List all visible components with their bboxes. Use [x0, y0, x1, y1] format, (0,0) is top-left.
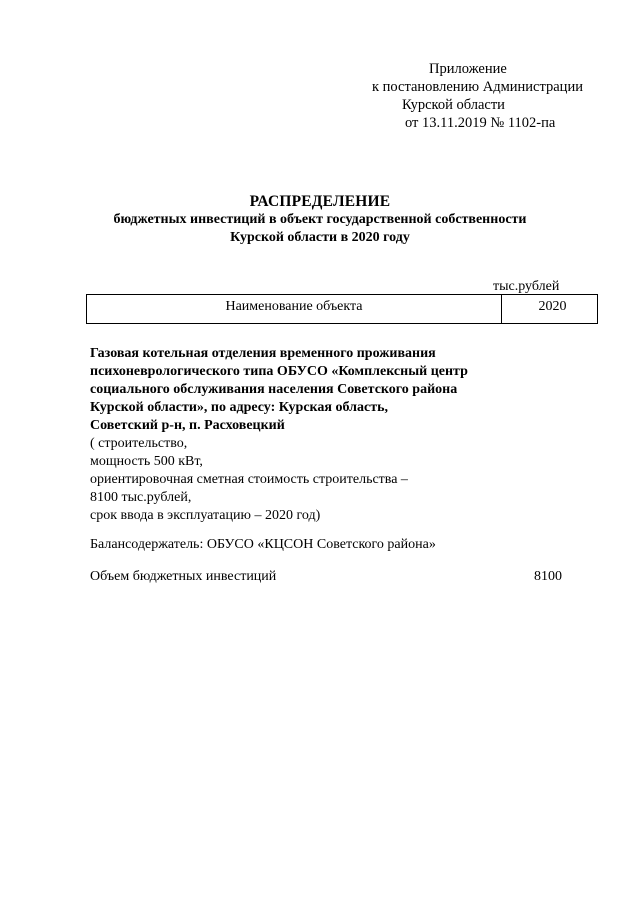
attachment-region: Курской области [402, 97, 505, 113]
title-subtitle-2: Курской области в 2020 году [230, 230, 410, 245]
balance-holder: Балансодержатель: ОБУСО «КЦСОН Советского района» [90, 537, 436, 552]
object-line: социального обслуживания населения Советского района [90, 382, 458, 397]
header-table [86, 294, 598, 324]
title-heading: РАСПРЕДЕЛЕНИЕ [249, 193, 391, 210]
investment-volume-label: Объем бюджетных инвестиций [90, 569, 277, 584]
table-unit: тыс.рублей [493, 279, 560, 294]
object-detail-line: срок ввода в эксплуатацию – 2020 год) [90, 508, 321, 523]
investment-volume-value: 8100 [534, 569, 562, 584]
object-line: Газовая котельная отделения временного проживания [90, 346, 436, 361]
attachment-date-number: от 13.11.2019 № 1102-па [405, 115, 556, 131]
object-detail-line: ориентировочная сметная стоимость строительства – [90, 472, 408, 487]
object-detail-line: мощность 500 кВт, [90, 454, 203, 469]
object-detail-line: ( строительство, [90, 436, 188, 451]
object-detail-line: 8100 тыс.рублей, [90, 490, 192, 505]
title-subtitle-1: бюджетных инвестиций в объект государственной собственности [113, 212, 527, 227]
document-title [0, 192, 640, 247]
column-object-name: Наименование объекта [87, 295, 502, 323]
column-year: 2020 [538, 299, 567, 314]
object-description [90, 345, 590, 525]
object-line: психоневрологического типа ОБУСО «Комплексный центр [90, 364, 468, 379]
attachment-resolution: к постановлению Администрации [372, 79, 583, 95]
object-line: Курской области», по адресу: Курская область, [90, 400, 388, 415]
attachment-label: Приложение [429, 61, 507, 77]
object-line: Советский р-н, п. Расховецкий [90, 418, 285, 433]
